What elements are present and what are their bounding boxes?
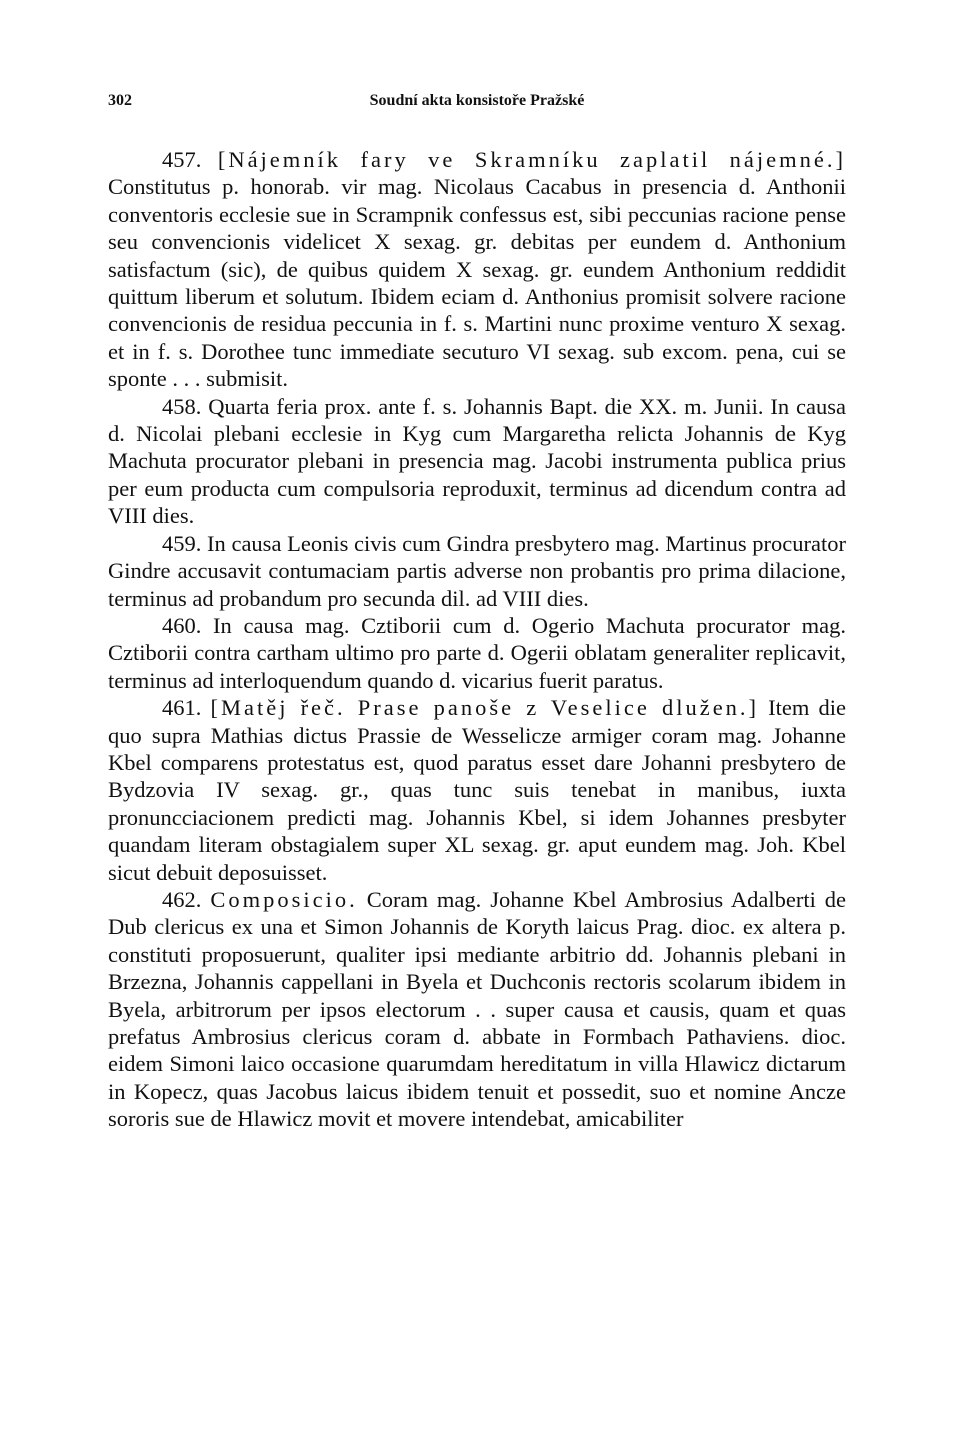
entry-461	[108, 694, 846, 886]
entry-458	[108, 393, 846, 530]
entry-text: In causa mag. Cztiborii cum d. Ogerio Machuta procurator mag. Cztiborii contra cartham ultimo pro parte d. Ogerii oblatam generaliter replicavit, terminus ad interloquendum quando d. vicarius fuerit paratus.	[108, 612, 847, 693]
entry-text: Quarta feria prox. ante f. s. Johannis Bapt. die XX. m. Junii. In causa d. Nicolai plebani ecclesie in Kyg cum Margaretha relicta Johannis de Kyg Machuta procurator plebani in presencia mag. Jacobi instrumenta publica prius per eum producta cum compulsoria reproduxit, terminus ad dicendum contra ad VIII dies.	[108, 393, 846, 529]
entry-number: 461.	[162, 695, 202, 721]
entry-459	[108, 530, 846, 612]
entry-heading: [Matěj řeč. Prase panoše z Veselice dlužen.]	[210, 695, 760, 721]
book-page	[108, 92, 846, 1133]
entry-number: 459.	[162, 530, 202, 556]
page-number: 302	[108, 92, 132, 109]
entry-text: Item die quo supra Mathias dictus Prassie de Wesselicze armiger coram mag. Johanne Kbel comparens protestatus est, quod paratus esset dare Johanni presbytero de Bydzovia IV sexag. gr., quas tunc suis tenebat in manibus, iuxta pronuncciacionem predicti mag. Johannis Kbel, si idem Johannes presbyter quandam literam obstagialem super XL sexag. gr. aput eundem mag. Joh. Kbel sicut debuit deposuisset.	[108, 695, 846, 885]
entry-heading: Composicio.	[210, 886, 358, 912]
entry-text: Coram mag. Johanne Kbel Ambrosius Adalberti de Dub clericus ex una et Simon Johannis de Koryth laicus Prag. dioc. ex altera p. constituti proposuerunt, qualiter ipsi mediante arbitrio dd. Johannis plebani in Brzezna, Johannis cappellani in Byela et Duchconis rectoris scolarum ibidem in Byela, arbitrorum per ipsos electorum . . super causa et causis, quam et quas prefatus Ambrosius clericus coram d. abbate in Formbach Pathaviens. dioc. eidem Simoni laico occasione quarumdam hereditatum in villa Hlawicz dictarum in Kopecz, quas Jacobus laicus ibidem tenuit et possedit, suo et nomine Ancze sororis sue de Hlawicz movit et movere intendebat, amicabiliter	[108, 886, 847, 1132]
entry-457	[108, 146, 846, 393]
entry-number: 457.	[162, 147, 202, 172]
entry-462	[108, 886, 846, 1133]
entry-number: 460.	[162, 612, 202, 638]
entry-number: 458.	[162, 393, 202, 419]
body-text	[108, 146, 846, 1133]
entry-heading: [Nájemník fary ve Skramníku zaplatil nájemné.]	[217, 147, 847, 172]
entry-text: In causa Leonis civis cum Gindra presbytero mag. Martinus procurator Gindre accusavit contumaciam partis adverse non probantis pro prima dilacione, terminus ad probandum pro secunda dil. ad VIII dies.	[108, 530, 846, 611]
running-title: Soudní akta konsistoře Pražské	[369, 92, 585, 109]
entry-number: 462.	[162, 886, 202, 912]
entry-text: Constitutus p. honorab. vir mag. Nicolaus Cacabus in presencia d. Anthonii conventoris ecclesie sue in Scrampnik confessus est, sibi peccunias racione pense seu convencionis videlicet X sexag. gr. debitas per eundem d. Anthonium satisfactum (sic), de quibus quidem X sexag. gr. eundem Anthonium reddidit quittum liberum et solutum. Ibidem eciam d. Anthonius promisit solvere racione convencionis de residua peccunia in f. s. Martini nunc proxime venturo X sexag. et in f. s. Dorothee tunc immediate secuturo VI sexag. sub excom. pena, cui se sponte . . . submisit.	[108, 174, 846, 392]
running-header	[108, 92, 846, 116]
entry-460	[108, 612, 846, 694]
